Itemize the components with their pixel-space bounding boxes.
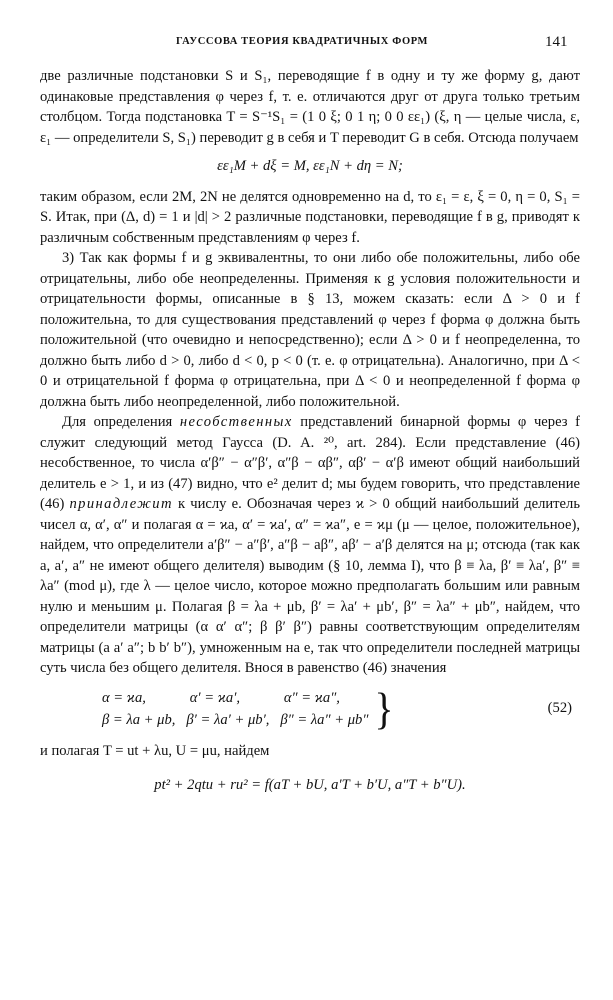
emphasis-improper: несобственных <box>179 414 293 430</box>
paragraph-3: 3) Так как формы f и g эквивалентны, то они либо обе положительны, либо обе отрицательны, либо обе неопределенны. Применяя к g условия положительности и отрицательности формы, описанные в § 13, можем сказать: если Δ > 0 и f положительна, то для существования представлений φ через f форма φ должна быть положительной (что очевидно и непосредственно); если Δ > 0 и f неопределенна, то должно быть либо d > 0, либо d < 0, p < 0 (т. е. φ отрицательна). Аналогично, при Δ < 0 и отрицательной f форма φ отрицательна, при Δ < 0 и неопределенной f форма φ должна быть либо неопределенной, либо положительной. <box>40 250 580 410</box>
system-rows <box>102 687 368 731</box>
paragraph-4-end: к числу e. Обозначая через ϰ > 0 общий наибольший делитель чисел α, α′, α″ и полагая α = ϰa, α′ = ϰa′, α″ = ϰa″, e = ϰμ (μ — целое, положительное), найдем, что определители a′β″ − a″β′, a″β − aβ″, aβ′ − a′β делятся на μ; отсюда (так как a, a′, a″ не имеют общего делителя) выводим (§ 10, лемма I), что β ≡ λa, β′ ≡ λa′, β″ ≡ λa″ (mod μ), где λ — целое число, которое можно предполагать большим или равным нулю и меньшим μ. Полагая β = λa + μb, β′ = λa′ + μb′, β″ = λa″ + μb″, найдем, что определители матрицы (α α′ α″; β β′ β″) равны соответствующим определителям матрицы (a a′ a″; b b′ b″), умноженным на e, так что определители последней матрицы суть числа без общего делителя. Внося в равенство (46) значения <box>40 496 580 676</box>
page-header <box>0 34 613 56</box>
paragraph-1: две различные подстановки S и S₁, переводящие f в одну и ту же форму g, дают одинаковые представления φ через f, т. е. отличаются друг от друга только третьим столбцом. Тогда подстановка T = S⁻¹S₁ = (1 0 ξ; 0 1 η; 0 0 εε₁) (ξ, η — целые числа, ε, ε₁ — определители S, S₁) переводит g в себя и T переводит G в себя. Отсюда получаем <box>40 68 580 146</box>
system-row-1: α = ϰa, α′ = ϰa′, α″ = ϰa″, <box>102 689 340 706</box>
page-body <box>40 66 580 806</box>
final-equation: pt² + 2qtu + ru² = f(aT + bU, a′T + b′U, a″T + b″U). <box>154 777 466 793</box>
equation-1: εε₁M + dξ = M, εε₁N + dη = N; <box>217 158 403 174</box>
paragraph-4-middle: представлений бинарной формы φ через f служит следующий метод Гаусса (D. A. ²⁰, art. 284). Если представление (46) несобственное, то числа α′β″ − α″β′, α″β − αβ″, αβ′ − α′β имеют общий наибольший делитель e > 1, и из (47) видно, что e² делит d; мы будем говорить, что представление (46) <box>40 414 580 512</box>
right-brace-icon: } <box>374 683 394 733</box>
equation-system-52 <box>40 685 580 733</box>
paragraph-2: таким образом, если 2M, 2N не делятся одновременно на d, то ε₁ = ε, ξ = 0, η = 0, S₁ = S. Итак, при (Δ, d) = 1 и |d| > 2 различные подстановки, переводящие f в g, приводят к различным собственным представлениям φ через f. <box>40 188 580 246</box>
equation-number: (52) <box>547 700 572 717</box>
page-number: 141 <box>545 34 568 50</box>
paragraph-4-start: Для определения <box>62 414 173 430</box>
running-title: ГАУССОВА ТЕОРИЯ КВАДРАТИЧНЫХ ФОРМ <box>176 36 429 47</box>
emphasis-belongs: принадлежит <box>69 496 173 512</box>
paragraph-4 <box>40 412 580 679</box>
paragraph-5: и полагая T = ut + λu, U = μu, найдем <box>40 742 270 759</box>
system-row-2: β = λa + μb, β′ = λa′ + μb′, β″ = λa″ + μb″ <box>102 711 369 728</box>
